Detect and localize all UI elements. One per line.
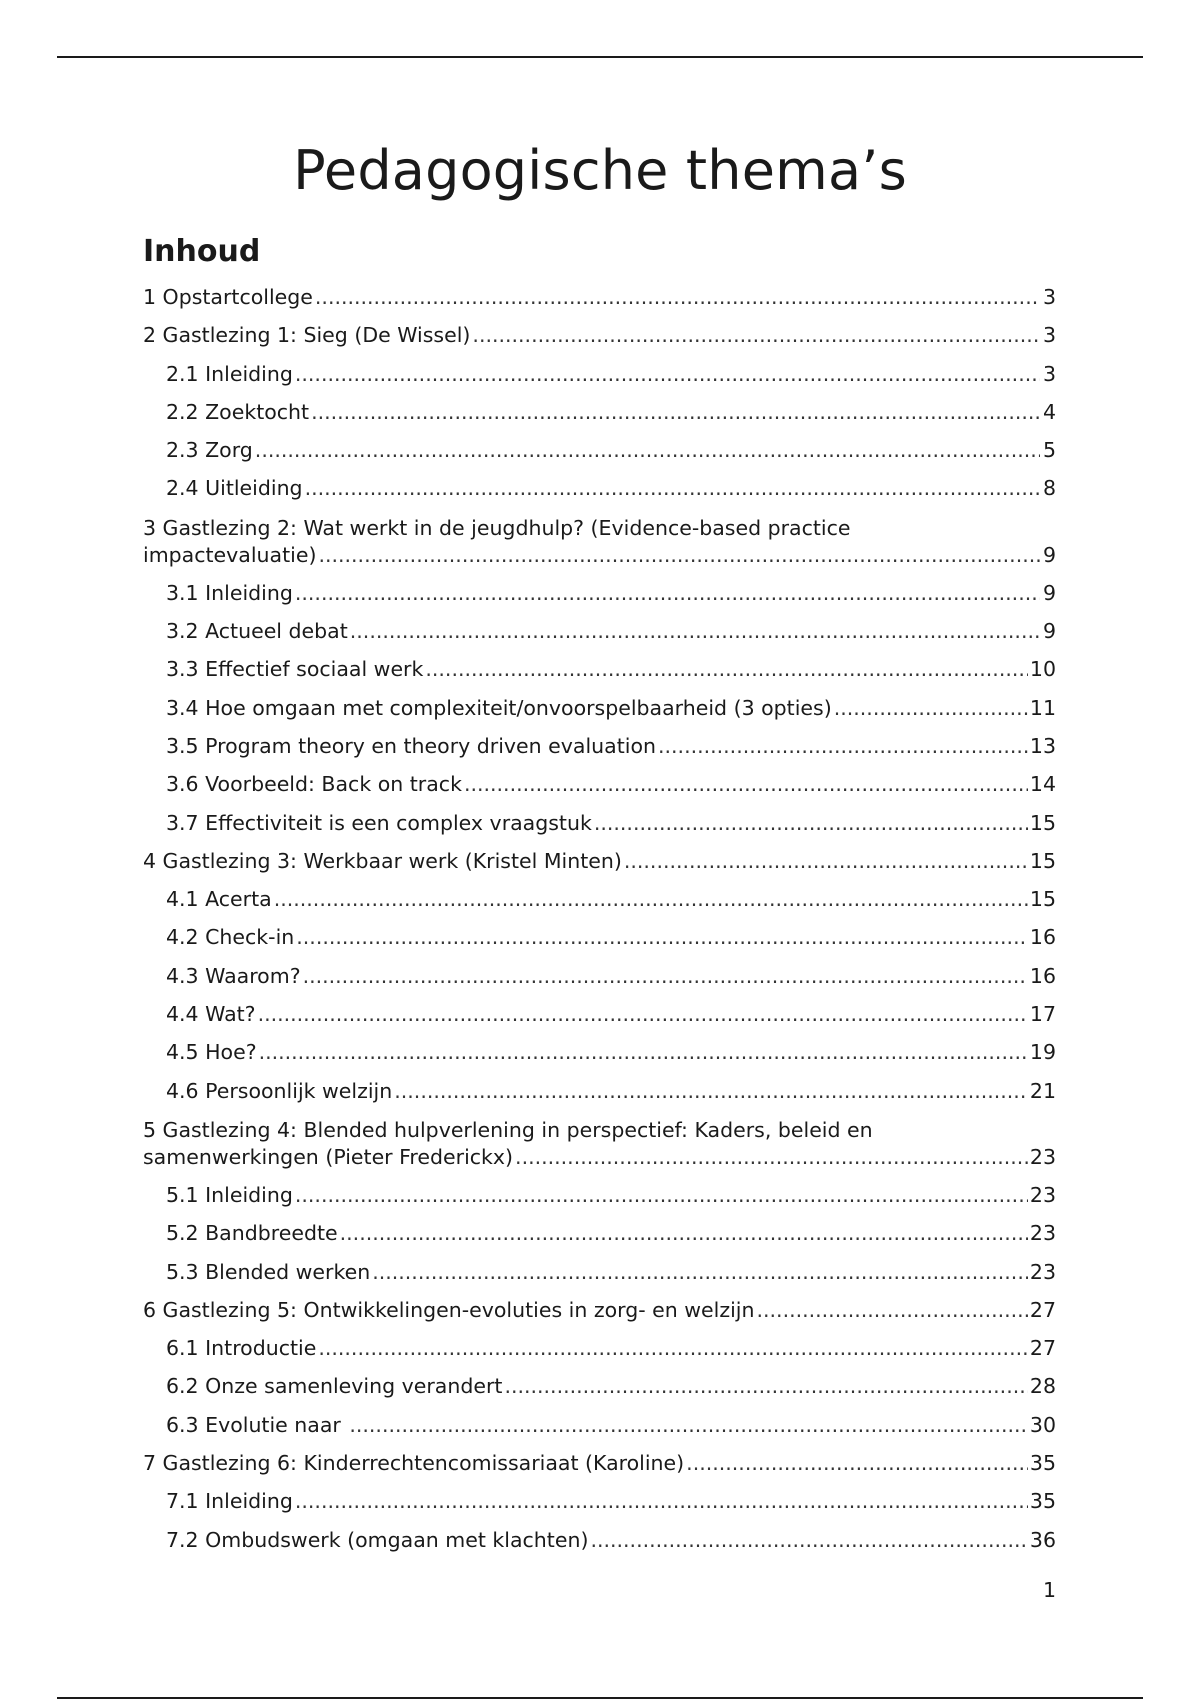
toc-entry-label: 2.1 Inleiding: [166, 361, 293, 386]
toc-entry-page: 21: [1029, 1078, 1056, 1103]
toc-entry-page: 19: [1029, 1040, 1056, 1065]
toc-entry-page: 16: [1029, 963, 1056, 988]
toc-entry-page: 15: [1029, 887, 1056, 912]
dot-leader: [624, 848, 1028, 874]
toc-entry-label: 6.3 Evolutie naar: [166, 1412, 348, 1437]
toc-entry-label: 1 Opstartcollege: [143, 285, 313, 309]
toc-entry-page: 11: [1029, 695, 1056, 720]
dot-leader: [658, 733, 1028, 759]
page-number: 1: [1042, 1578, 1056, 1602]
toc-subentry[interactable]: [143, 469, 1056, 507]
dot-leader: [350, 618, 1040, 644]
toc-entry-page: 3: [1042, 323, 1056, 348]
toc-entry-label: 4.1 Acerta: [166, 887, 272, 912]
toc-entry[interactable]: [143, 278, 1056, 316]
toc-entry-page: 9: [1042, 619, 1056, 644]
dot-leader: [594, 810, 1028, 836]
toc-entry[interactable]: [143, 1110, 1056, 1176]
toc-entry-label: 3.3 Effectief sociaal werk: [166, 657, 424, 682]
toc-entry-page: 16: [1029, 925, 1056, 950]
dot-leader: [315, 284, 1040, 310]
table-of-contents: [143, 278, 1056, 1559]
toc-subentry[interactable]: [143, 1367, 1056, 1405]
toc-subentry[interactable]: [143, 355, 1056, 393]
toc-entry-page: 13: [1029, 733, 1056, 758]
toc-entry-page: 23: [1029, 1221, 1056, 1246]
toc-entry-label: 3.6 Voorbeeld: Back on track: [166, 772, 462, 797]
dot-leader: [590, 1527, 1027, 1553]
dot-leader: [318, 1335, 1028, 1361]
toc-entry-label: 5.2 Bandbreedte: [166, 1221, 338, 1246]
toc-entry-page: 15: [1029, 848, 1056, 873]
toc-entry-label: 4 Gastlezing 3: Werkbaar werk (Kristel Minten): [143, 848, 622, 873]
toc-entry-page: 27: [1029, 1336, 1056, 1361]
footer-rule: [57, 1697, 1143, 1699]
toc-entry-page: 9: [1042, 542, 1056, 567]
toc-entry-page: 30: [1029, 1412, 1056, 1437]
toc-subentry[interactable]: [143, 918, 1056, 956]
dot-leader: [464, 771, 1028, 797]
toc-subentry[interactable]: [143, 995, 1056, 1033]
toc-heading: Inhoud: [143, 234, 261, 269]
dot-leader: [274, 886, 1028, 912]
toc-entry-page: 23: [1029, 1259, 1056, 1284]
toc-entry-label: 3.1 Inleiding: [166, 580, 293, 605]
dot-leader: [258, 1001, 1028, 1027]
toc-subentry[interactable]: [143, 431, 1056, 469]
toc-subentry[interactable]: [143, 1072, 1056, 1110]
toc-entry-label: 7.1 Inleiding: [166, 1489, 293, 1514]
toc-entry-page: 35: [1029, 1451, 1056, 1476]
toc-entry-label: 6.1 Introductie: [166, 1336, 317, 1361]
toc-subentry[interactable]: [143, 393, 1056, 431]
toc-subentry[interactable]: [143, 650, 1056, 688]
toc-subentry[interactable]: [143, 1214, 1056, 1252]
toc-subentry[interactable]: [143, 765, 1056, 803]
dot-leader: [340, 1220, 1028, 1246]
dot-leader: [515, 1144, 1028, 1170]
dot-leader: [504, 1373, 1027, 1399]
toc-entry-page: 23: [1029, 1144, 1056, 1169]
toc-entry-page: 28: [1029, 1374, 1056, 1399]
toc-entry-page: 35: [1029, 1489, 1056, 1514]
toc-entry-label: 2.3 Zorg: [166, 438, 253, 463]
dot-leader: [686, 1450, 1028, 1476]
toc-entry-page: 17: [1029, 1002, 1056, 1027]
toc-entry-page: 8: [1042, 476, 1056, 501]
toc-entry[interactable]: [143, 316, 1056, 354]
toc-subentry[interactable]: [143, 1406, 1056, 1444]
toc-subentry[interactable]: [143, 804, 1056, 842]
toc-entry-label: 4.4 Wat?: [166, 1002, 256, 1027]
toc-entry-label: 7.2 Ombudswerk (omgaan met klachten): [166, 1527, 589, 1552]
dot-leader: [372, 1259, 1028, 1285]
toc-subentry[interactable]: [143, 689, 1056, 727]
toc-entry[interactable]: [143, 1291, 1056, 1329]
toc-entry-label: 4.2 Check-in: [166, 925, 295, 950]
toc-subentry[interactable]: [143, 880, 1056, 918]
dot-leader: [259, 1039, 1028, 1065]
toc-entry-page: 3: [1042, 285, 1056, 309]
toc-entry-label: 2.2 Zoektocht: [166, 399, 310, 424]
toc-entry-page: 4: [1042, 399, 1056, 424]
toc-entry[interactable]: [143, 508, 1056, 574]
dot-leader: [296, 924, 1028, 950]
toc-entry-label: 4.6 Persoonlijk welzijn: [166, 1078, 393, 1103]
toc-entry-page: 36: [1029, 1527, 1056, 1552]
document-title: Pedagogische thema’s: [293, 139, 907, 202]
toc-subentry[interactable]: [143, 1253, 1056, 1291]
toc-subentry[interactable]: [143, 612, 1056, 650]
header-rule: [57, 56, 1143, 58]
toc-entry-label-line1: 5 Gastlezing 4: Blended hulpverlening in perspectief: Kaders, beleid en: [143, 1117, 873, 1142]
toc-subentry[interactable]: [143, 957, 1056, 995]
toc-entry-page: 23: [1029, 1182, 1056, 1207]
toc-entry-label: 5.1 Inleiding: [166, 1182, 293, 1207]
toc-entry-page: 10: [1029, 657, 1056, 682]
dot-leader: [255, 437, 1040, 463]
toc-entry-label: 5.3 Blended werken: [166, 1259, 371, 1284]
dot-leader: [318, 542, 1040, 568]
toc-subentry[interactable]: [143, 1033, 1056, 1071]
dot-leader: [295, 580, 1040, 606]
toc-entry-label-line2: impactevaluatie): [143, 542, 317, 567]
dot-leader: [757, 1297, 1028, 1323]
toc-entry-label: 2 Gastlezing 1: Sieg (De Wissel): [143, 323, 471, 348]
dot-leader: [295, 361, 1040, 387]
toc-entry-page: 5: [1042, 438, 1056, 463]
toc-entry-label: 7 Gastlezing 6: Kinderrechtencomissariaat (Karoline): [143, 1451, 685, 1476]
dot-leader: [472, 322, 1040, 348]
toc-subentry[interactable]: [143, 1329, 1056, 1367]
toc-subentry[interactable]: [143, 574, 1056, 612]
dot-leader: [295, 1182, 1028, 1208]
toc-entry-label: 3.5 Program theory en theory driven evaluation: [166, 733, 656, 758]
toc-entry-label: 3.7 Effectiviteit is een complex vraagstuk: [166, 810, 592, 835]
toc-entry-label: 3.2 Actueel debat: [166, 619, 348, 644]
toc-entry-page: 15: [1029, 810, 1056, 835]
dot-leader: [295, 1488, 1028, 1514]
toc-entry-label: 2.4 Uitleiding: [166, 476, 303, 501]
dot-leader: [311, 399, 1040, 425]
toc-entry-label: 4.5 Hoe?: [166, 1040, 257, 1065]
toc-entry-page: 27: [1029, 1297, 1056, 1322]
toc-entry-label: 6.2 Onze samenleving verandert: [166, 1374, 503, 1399]
dot-leader: [305, 475, 1040, 501]
dot-leader: [394, 1078, 1028, 1104]
dot-leader: [425, 656, 1028, 682]
dot-leader: [349, 1412, 1028, 1438]
toc-entry-label: 3.4 Hoe omgaan met complexiteit/onvoorspelbaarheid (3 opties): [166, 695, 832, 720]
toc-entry[interactable]: [143, 842, 1056, 880]
toc-entry-page: 14: [1029, 772, 1056, 797]
toc-subentry[interactable]: [143, 1521, 1056, 1559]
toc-entry[interactable]: [143, 1444, 1056, 1482]
toc-subentry[interactable]: [143, 727, 1056, 765]
toc-subentry[interactable]: [143, 1482, 1056, 1520]
toc-entry-page: 3: [1042, 361, 1056, 386]
toc-entry-label: 4.3 Waarom?: [166, 963, 301, 988]
dot-leader: [303, 963, 1028, 989]
toc-entry-label-line2: samenwerkingen (Pieter Frederickx): [143, 1144, 514, 1169]
toc-entry-page: 9: [1042, 580, 1056, 605]
toc-entry-label-line1: 3 Gastlezing 2: Wat werkt in de jeugdhulp? (Evidence-based practice: [143, 515, 851, 540]
dot-leader: [834, 695, 1028, 721]
toc-subentry[interactable]: [143, 1176, 1056, 1214]
toc-entry-label: 6 Gastlezing 5: Ontwikkelingen-evoluties in zorg- en welzijn: [143, 1297, 755, 1322]
